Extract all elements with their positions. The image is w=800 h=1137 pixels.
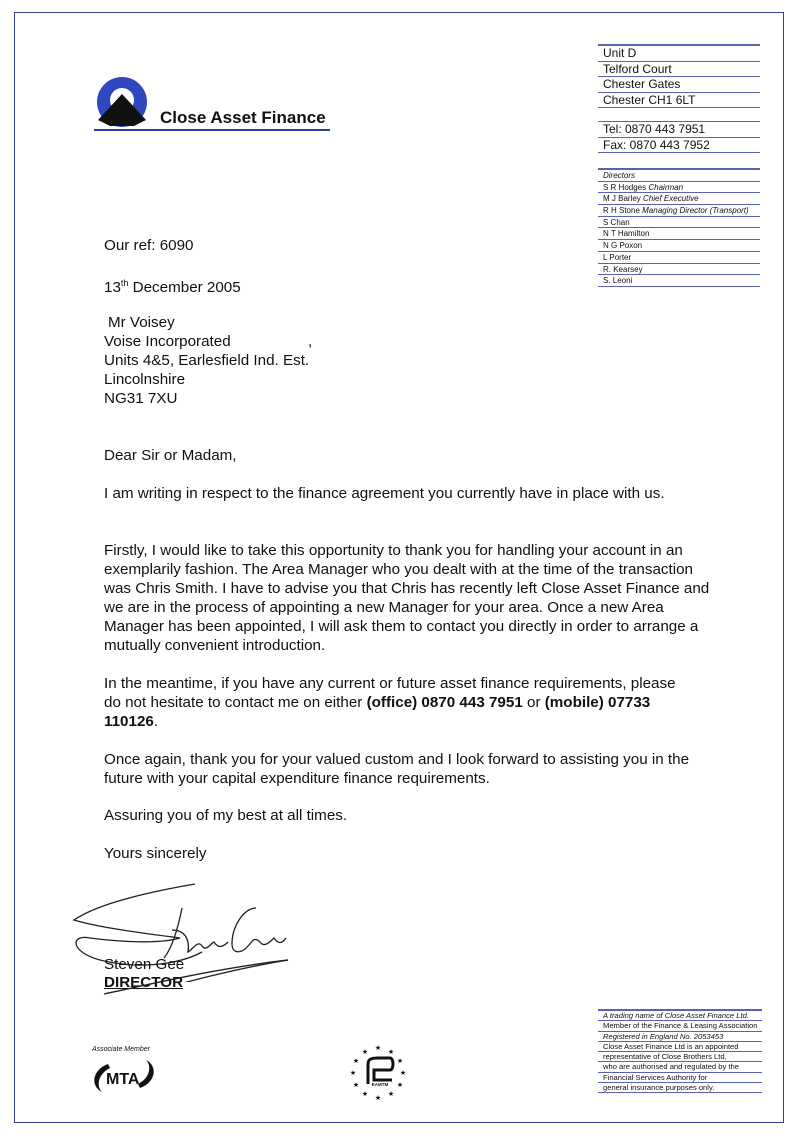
recipient-name: Mr Voisey (108, 314, 175, 331)
recipient-postcode: NG31 7XU (104, 390, 178, 407)
svg-text:★: ★ (374, 1094, 382, 1100)
director: R. Kearsey (598, 264, 760, 276)
signature-stroke-icon (100, 956, 290, 996)
paragraph-4: Once again, thank you for your valued custom and I look forward to assisting you in the future with your capital expenditure finance requirements. (104, 751, 690, 787)
svg-text:★: ★ (361, 1090, 369, 1098)
eamtm-text: EAMTM (371, 1082, 389, 1087)
associate-member-label: Associate Member (92, 1046, 150, 1053)
director: L Porter (598, 252, 760, 264)
address-line: Chester CH1 6LT (598, 93, 760, 109)
director: N G Poxon (598, 240, 760, 252)
director: S. Leoni (598, 275, 760, 287)
director: M J Barley Chief Executive (598, 193, 760, 205)
paragraph-2: Firstly, I would like to take this opportunity to thank you for handling your account in an exemplarily fashion. The Area Manager who you dealt with at the time of the transaction was Chris Smith. I have to advise you that Chris has recently left Close Asset Finance and we are in the process of appointing a new Manager for your area. Once a new Area Manager has been appointed, I will ask them to contact you directly in order to arrange a mutually convenient introduction. (104, 542, 710, 654)
address-block (598, 44, 760, 153)
directors-block (598, 168, 760, 287)
signatory-title: DIRECTOR (104, 974, 184, 991)
our-reference: Our ref: 6090 (104, 237, 194, 254)
legal-line: representative of Close Brothers Ltd, (598, 1052, 762, 1062)
legal-footer (598, 1009, 762, 1093)
director: R H Stone Managing Director (Transport) (598, 205, 760, 217)
legal-line: Registered in England No. 2053453 (603, 1031, 724, 1041)
directors-heading: Directors (603, 171, 636, 180)
svg-text:★: ★ (352, 1081, 360, 1089)
recipient-comma: , (308, 333, 313, 350)
brand-rule (94, 129, 330, 131)
letter-date: 13th December 2005 (104, 278, 241, 297)
svg-text:★: ★ (352, 1057, 360, 1065)
address-line: Telford Court (598, 62, 760, 78)
paragraph-5: Assuring you of my best at all times. (104, 807, 348, 824)
svg-text:★: ★ (387, 1048, 395, 1056)
director: N T Hamilton (598, 228, 760, 240)
signatory-name: Steven Gee (104, 956, 185, 973)
company-name: Close Asset Finance (160, 108, 326, 127)
eamtm-logo-icon (350, 1044, 406, 1100)
svg-text:★: ★ (374, 1044, 382, 1052)
svg-text:★: ★ (361, 1048, 369, 1056)
recipient-address: Units 4&5, Earlesfield Ind. Est. (104, 352, 310, 369)
director: S Chan (598, 217, 760, 229)
close-asset-finance-logo-icon (92, 76, 152, 128)
svg-text:★: ★ (387, 1090, 395, 1098)
paragraph-3: In the meantime, if you have any current or future asset finance requirements, please do not hesitate to contact me on either (office) 0870 443 7951 or (mobile) 07733 110126. (104, 675, 676, 730)
paragraph-1: I am writing in respect to the finance agreement you currently have in place with us. (104, 485, 665, 502)
address-line: Chester Gates (598, 77, 760, 93)
svg-text:★: ★ (396, 1081, 404, 1089)
legal-line: general insurance purposes only. (598, 1083, 762, 1093)
legal-line: A trading name of Close Asset Finance Ltd. (603, 1011, 749, 1020)
svg-text:★: ★ (396, 1057, 404, 1065)
director: S R Hodges Chairman (598, 182, 760, 194)
tel: Tel: 0870 443 7951 (598, 122, 760, 138)
recipient-company: Voise Incorporated (104, 333, 231, 350)
fax: Fax: 0870 443 7952 (598, 138, 760, 154)
svg-text:★: ★ (399, 1069, 406, 1077)
recipient-county: Lincolnshire (104, 371, 186, 388)
address-line: Unit D (598, 46, 760, 62)
legal-line: Member of the Finance & Leasing Association (598, 1021, 762, 1031)
salutation: Dear Sir or Madam, (104, 447, 237, 464)
legal-line: Financial Services Authority for (598, 1073, 762, 1083)
legal-line: Close Asset Finance Ltd is an appointed (598, 1042, 762, 1052)
mta-logo-icon (88, 1056, 160, 1096)
svg-text:★: ★ (350, 1069, 357, 1077)
legal-line: who are authorised and regulated by the (598, 1062, 762, 1072)
closing: Yours sincerely (104, 845, 207, 862)
mta-text: MTA (106, 1071, 140, 1088)
